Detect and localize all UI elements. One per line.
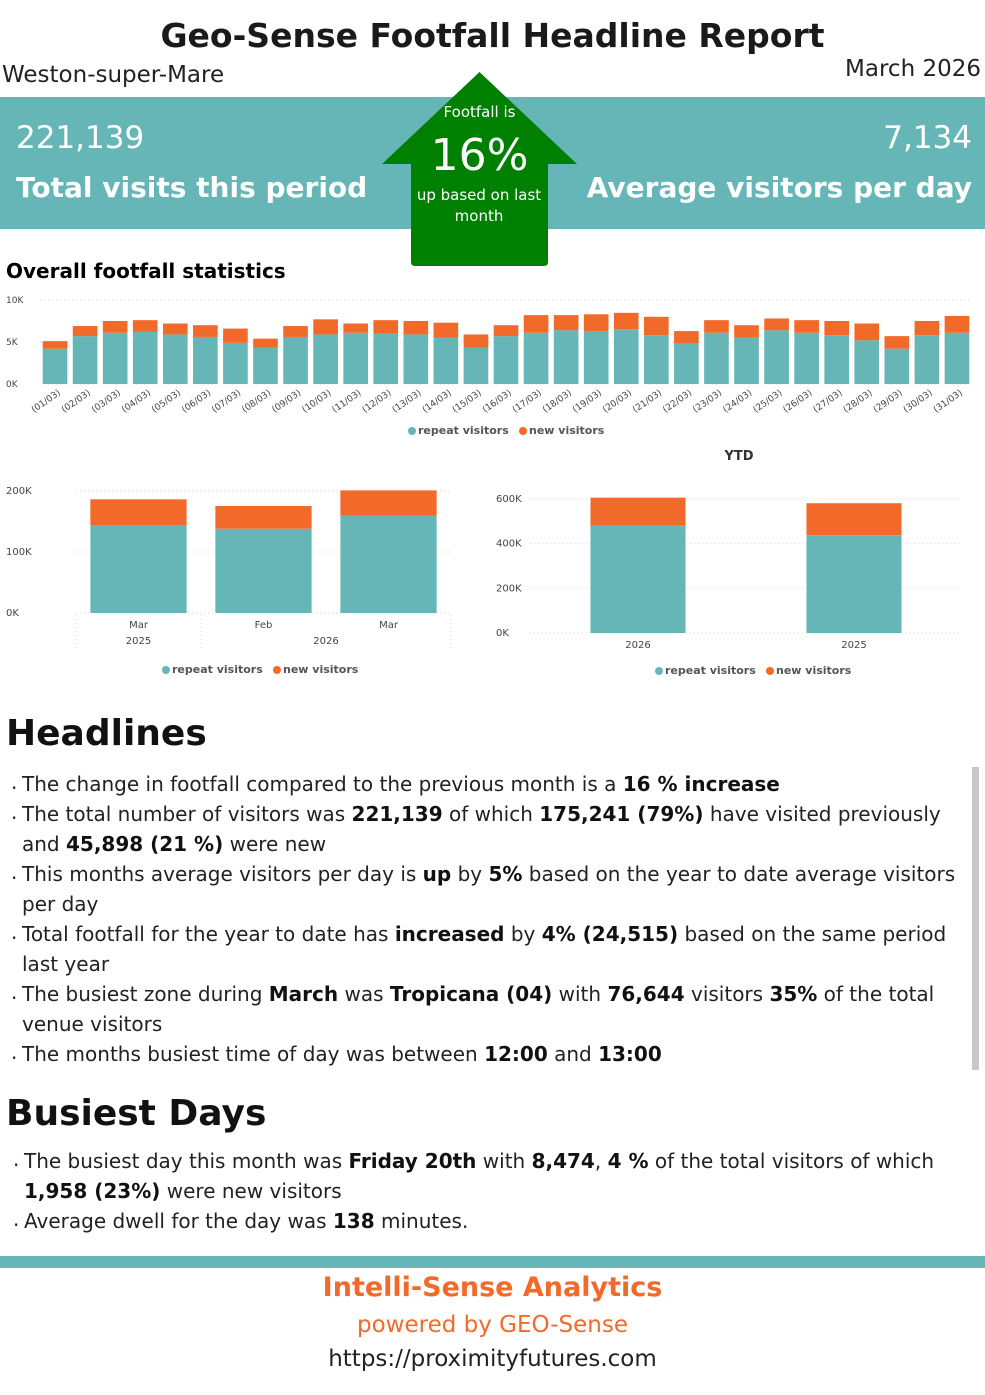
bar-repeat-visitors: [554, 330, 579, 384]
x-tick-label: (18/03): [541, 388, 574, 416]
bar-new-visitors: [674, 331, 699, 344]
legend-new-marker: [519, 427, 527, 435]
bar-repeat-visitors: [704, 333, 729, 384]
avg-visitors-label: Average visitors per day: [586, 171, 972, 204]
x-tick-label: (29/03): [871, 388, 905, 416]
legend-repeat-label: repeat visitors: [665, 664, 756, 677]
bar-repeat-visitors: [43, 349, 68, 384]
bar-new-visitors: [945, 316, 970, 333]
report-period: March 2026: [845, 56, 981, 82]
x-tick-label: Mar: [129, 620, 148, 631]
arrow-caption-bottom: up based on last month: [416, 186, 542, 225]
location-name: Weston-super-Mare: [2, 62, 225, 88]
bar-new-visitors: [313, 319, 338, 334]
busiest-days-title: Busiest Days: [6, 1093, 267, 1134]
bar-repeat-visitors: [494, 336, 519, 384]
bar-repeat-visitors: [215, 529, 311, 613]
x-tick-label: (16/03): [480, 388, 514, 416]
x-group-label: 2025: [125, 636, 152, 647]
x-tick-label: (05/03): [150, 388, 184, 416]
y-tick-label: 0K: [6, 380, 18, 390]
bar-new-visitors: [584, 314, 609, 331]
headlines-item: . The total number of visitors was 221,139 of which 175,241 (79%) have visited previously and 45,898 (21 %) were new: [6, 799, 968, 859]
x-tick-label: (23/03): [691, 388, 725, 416]
headlines-item: . The busiest zone during March was Tropicana (04) with 76,644 visitors 35% of the total venue visitors: [6, 979, 968, 1039]
bar-repeat-visitors: [223, 343, 248, 384]
bar-repeat-visitors: [133, 332, 158, 384]
footer-powered-by: powered by GEO-Sense: [356, 1312, 629, 1338]
bar-repeat-visitors: [373, 334, 398, 384]
bar-new-visitors: [73, 326, 98, 336]
x-tick-label: (11/03): [330, 388, 364, 416]
bar-repeat-visitors: [614, 329, 639, 384]
bar-new-visitors: [103, 321, 128, 333]
bar-repeat-visitors: [806, 535, 901, 633]
y-tick-label: 5K: [6, 338, 18, 348]
legend-new-label: new visitors: [283, 663, 359, 676]
busiest-days-list: [8, 1146, 970, 1236]
bar-new-visitors: [373, 320, 398, 333]
daily-section-title: Overall footfall statistics: [6, 259, 286, 283]
bar-repeat-visitors: [644, 335, 669, 384]
bar-new-visitors: [524, 315, 549, 333]
x-tick-label: (31/03): [931, 388, 965, 416]
legend-repeat-marker: [162, 666, 170, 674]
bar-repeat-visitors: [253, 348, 278, 384]
x-tick-label: (19/03): [571, 388, 604, 416]
bar-new-visitors: [734, 325, 759, 338]
bar-new-visitors: [614, 313, 639, 329]
bar-new-visitors: [554, 315, 579, 330]
bar-new-visitors: [283, 326, 308, 337]
footer-brand: Intelli-Sense Analytics: [322, 1272, 663, 1303]
y-tick-label: 100K: [6, 547, 32, 558]
y-tick-label: 200K: [496, 583, 522, 595]
x-tick-label: (09/03): [270, 388, 304, 416]
bar-repeat-visitors: [434, 338, 459, 384]
bar-new-visitors: [885, 336, 910, 349]
legend-repeat-marker: [408, 427, 416, 435]
x-tick-label: (25/03): [751, 388, 785, 416]
x-tick-label: (03/03): [90, 388, 123, 416]
bar-new-visitors: [704, 320, 729, 333]
busiest-item: . The busiest day this month was Friday 20th with 8,474, 4 % of the total visitors of which 1,958 (23%) were new visitors: [8, 1146, 970, 1206]
bar-new-visitors: [764, 318, 789, 330]
bar-repeat-visitors: [90, 525, 186, 613]
y-tick-label: 10K: [6, 296, 24, 306]
bar-new-visitors: [253, 339, 278, 348]
bar-repeat-visitors: [313, 334, 338, 384]
x-tick-label: (24/03): [721, 388, 755, 416]
headlines-item: . Total footfall for the year to date has increased by 4% (24,515) based on the same period last year: [6, 919, 968, 979]
bar-new-visitors: [43, 341, 68, 349]
bar-new-visitors: [494, 325, 519, 336]
bar-new-visitors: [340, 490, 436, 515]
legend-repeat-label: repeat visitors: [172, 663, 263, 676]
y-tick-label: 0K: [6, 608, 19, 619]
busiest-item: . Average dwell for the day was 138 minutes.: [8, 1206, 970, 1236]
bar-new-visitors: [464, 334, 489, 347]
legend-repeat-label: repeat visitors: [418, 424, 509, 437]
x-tick-label: (07/03): [210, 388, 244, 416]
bar-repeat-visitors: [734, 338, 759, 384]
footer-url[interactable]: https://proximityfutures.com: [328, 1346, 657, 1372]
legend-new-label: new visitors: [529, 424, 605, 437]
y-tick-label: 200K: [6, 486, 32, 497]
x-tick-label: (14/03): [420, 388, 454, 416]
bar-new-visitors: [163, 324, 188, 335]
total-visits-label: Total visits this period: [16, 171, 368, 204]
bar-repeat-visitors: [403, 334, 428, 384]
x-tick-label: (12/03): [360, 388, 394, 416]
headlines-item: . The months busiest time of day was between 12:00 and 13:00: [6, 1039, 968, 1069]
bar-repeat-visitors: [885, 349, 910, 384]
bar-repeat-visitors: [915, 335, 940, 384]
y-tick-label: 400K: [496, 538, 522, 550]
x-tick-label: 2026: [625, 640, 651, 651]
y-tick-label: 0K: [496, 628, 509, 639]
bar-repeat-visitors: [343, 333, 368, 384]
bar-repeat-visitors: [764, 330, 789, 384]
bar-new-visitors: [193, 325, 218, 337]
arrow-caption-top: Footfall is: [443, 103, 516, 121]
total-visits-value: 221,139: [16, 120, 145, 156]
bar-new-visitors: [215, 506, 311, 529]
bar-repeat-visitors: [854, 340, 879, 384]
x-tick-label: (30/03): [901, 388, 935, 416]
bar-repeat-visitors: [73, 336, 98, 384]
bar-new-visitors: [915, 321, 940, 335]
x-tick-label: (20/03): [601, 388, 634, 416]
x-tick-label: (06/03): [180, 388, 214, 416]
bar-new-visitors: [854, 324, 879, 341]
x-tick-label: (22/03): [661, 388, 695, 416]
x-tick-label: (28/03): [841, 388, 875, 416]
headlines-item: . This months average visitors per day is up by 5% based on the year to date average visitors per day: [6, 859, 968, 919]
bar-repeat-visitors: [794, 333, 819, 384]
x-tick-label: (17/03): [511, 388, 544, 416]
bar-new-visitors: [806, 503, 901, 535]
bar-repeat-visitors: [193, 337, 218, 384]
headlines-scrollbar[interactable]: [972, 767, 979, 1070]
x-tick-label: 2025: [841, 640, 867, 651]
bar-new-visitors: [90, 499, 186, 525]
bar-repeat-visitors: [824, 335, 849, 384]
bar-repeat-visitors: [163, 334, 188, 384]
headlines-list: [6, 769, 968, 1069]
bar-repeat-visitors: [945, 333, 970, 384]
ytd-chart-title: YTD: [724, 449, 754, 464]
bar-repeat-visitors: [283, 337, 308, 384]
legend-repeat-marker: [655, 667, 663, 675]
bar-new-visitors: [403, 321, 428, 334]
bar-repeat-visitors: [340, 516, 436, 613]
report-title: Geo-Sense Footfall Headline Report: [160, 16, 825, 55]
bar-repeat-visitors: [464, 348, 489, 384]
bar-repeat-visitors: [590, 526, 685, 633]
bar-new-visitors: [824, 321, 849, 335]
x-tick-label: (10/03): [300, 388, 334, 416]
legend-new-label: new visitors: [776, 664, 852, 677]
footer-divider: [0, 1256, 985, 1268]
x-tick-label: Feb: [254, 620, 273, 631]
x-tick-label: (01/03): [30, 388, 63, 416]
bar-new-visitors: [223, 329, 248, 343]
x-tick-label: (08/03): [240, 388, 274, 416]
x-tick-label: (13/03): [390, 388, 424, 416]
bar-repeat-visitors: [103, 333, 128, 384]
bar-new-visitors: [133, 320, 158, 332]
legend-new-marker: [273, 666, 281, 674]
x-tick-label: (27/03): [811, 388, 845, 416]
x-tick-label: (15/03): [450, 388, 484, 416]
bar-new-visitors: [644, 317, 669, 335]
bar-repeat-visitors: [674, 344, 699, 384]
bar-repeat-visitors: [524, 333, 549, 384]
x-tick-label: Mar: [379, 620, 398, 631]
x-tick-label: (02/03): [60, 388, 93, 416]
x-tick-label: (26/03): [781, 388, 815, 416]
daily-footfall-chart: [0, 288, 985, 448]
bar-new-visitors: [794, 320, 819, 333]
y-tick-label: 600K: [496, 494, 522, 505]
headlines-item: . The change in footfall compared to the previous month is a 16 % increase: [6, 769, 968, 799]
x-tick-label: (04/03): [120, 388, 153, 416]
x-tick-label: (21/03): [631, 388, 665, 416]
bar-repeat-visitors: [584, 331, 609, 384]
arrow-percent: 16%: [430, 130, 529, 181]
legend-new-marker: [766, 667, 774, 675]
ytd-footfall-chart: [490, 440, 985, 685]
bar-new-visitors: [590, 498, 685, 526]
headlines-title: Headlines: [6, 713, 207, 754]
x-group-label: 2026: [313, 636, 339, 647]
monthly-footfall-chart: [0, 470, 470, 685]
bar-new-visitors: [343, 324, 368, 333]
avg-visitors-value: 7,134: [883, 120, 972, 156]
bar-new-visitors: [434, 323, 459, 338]
